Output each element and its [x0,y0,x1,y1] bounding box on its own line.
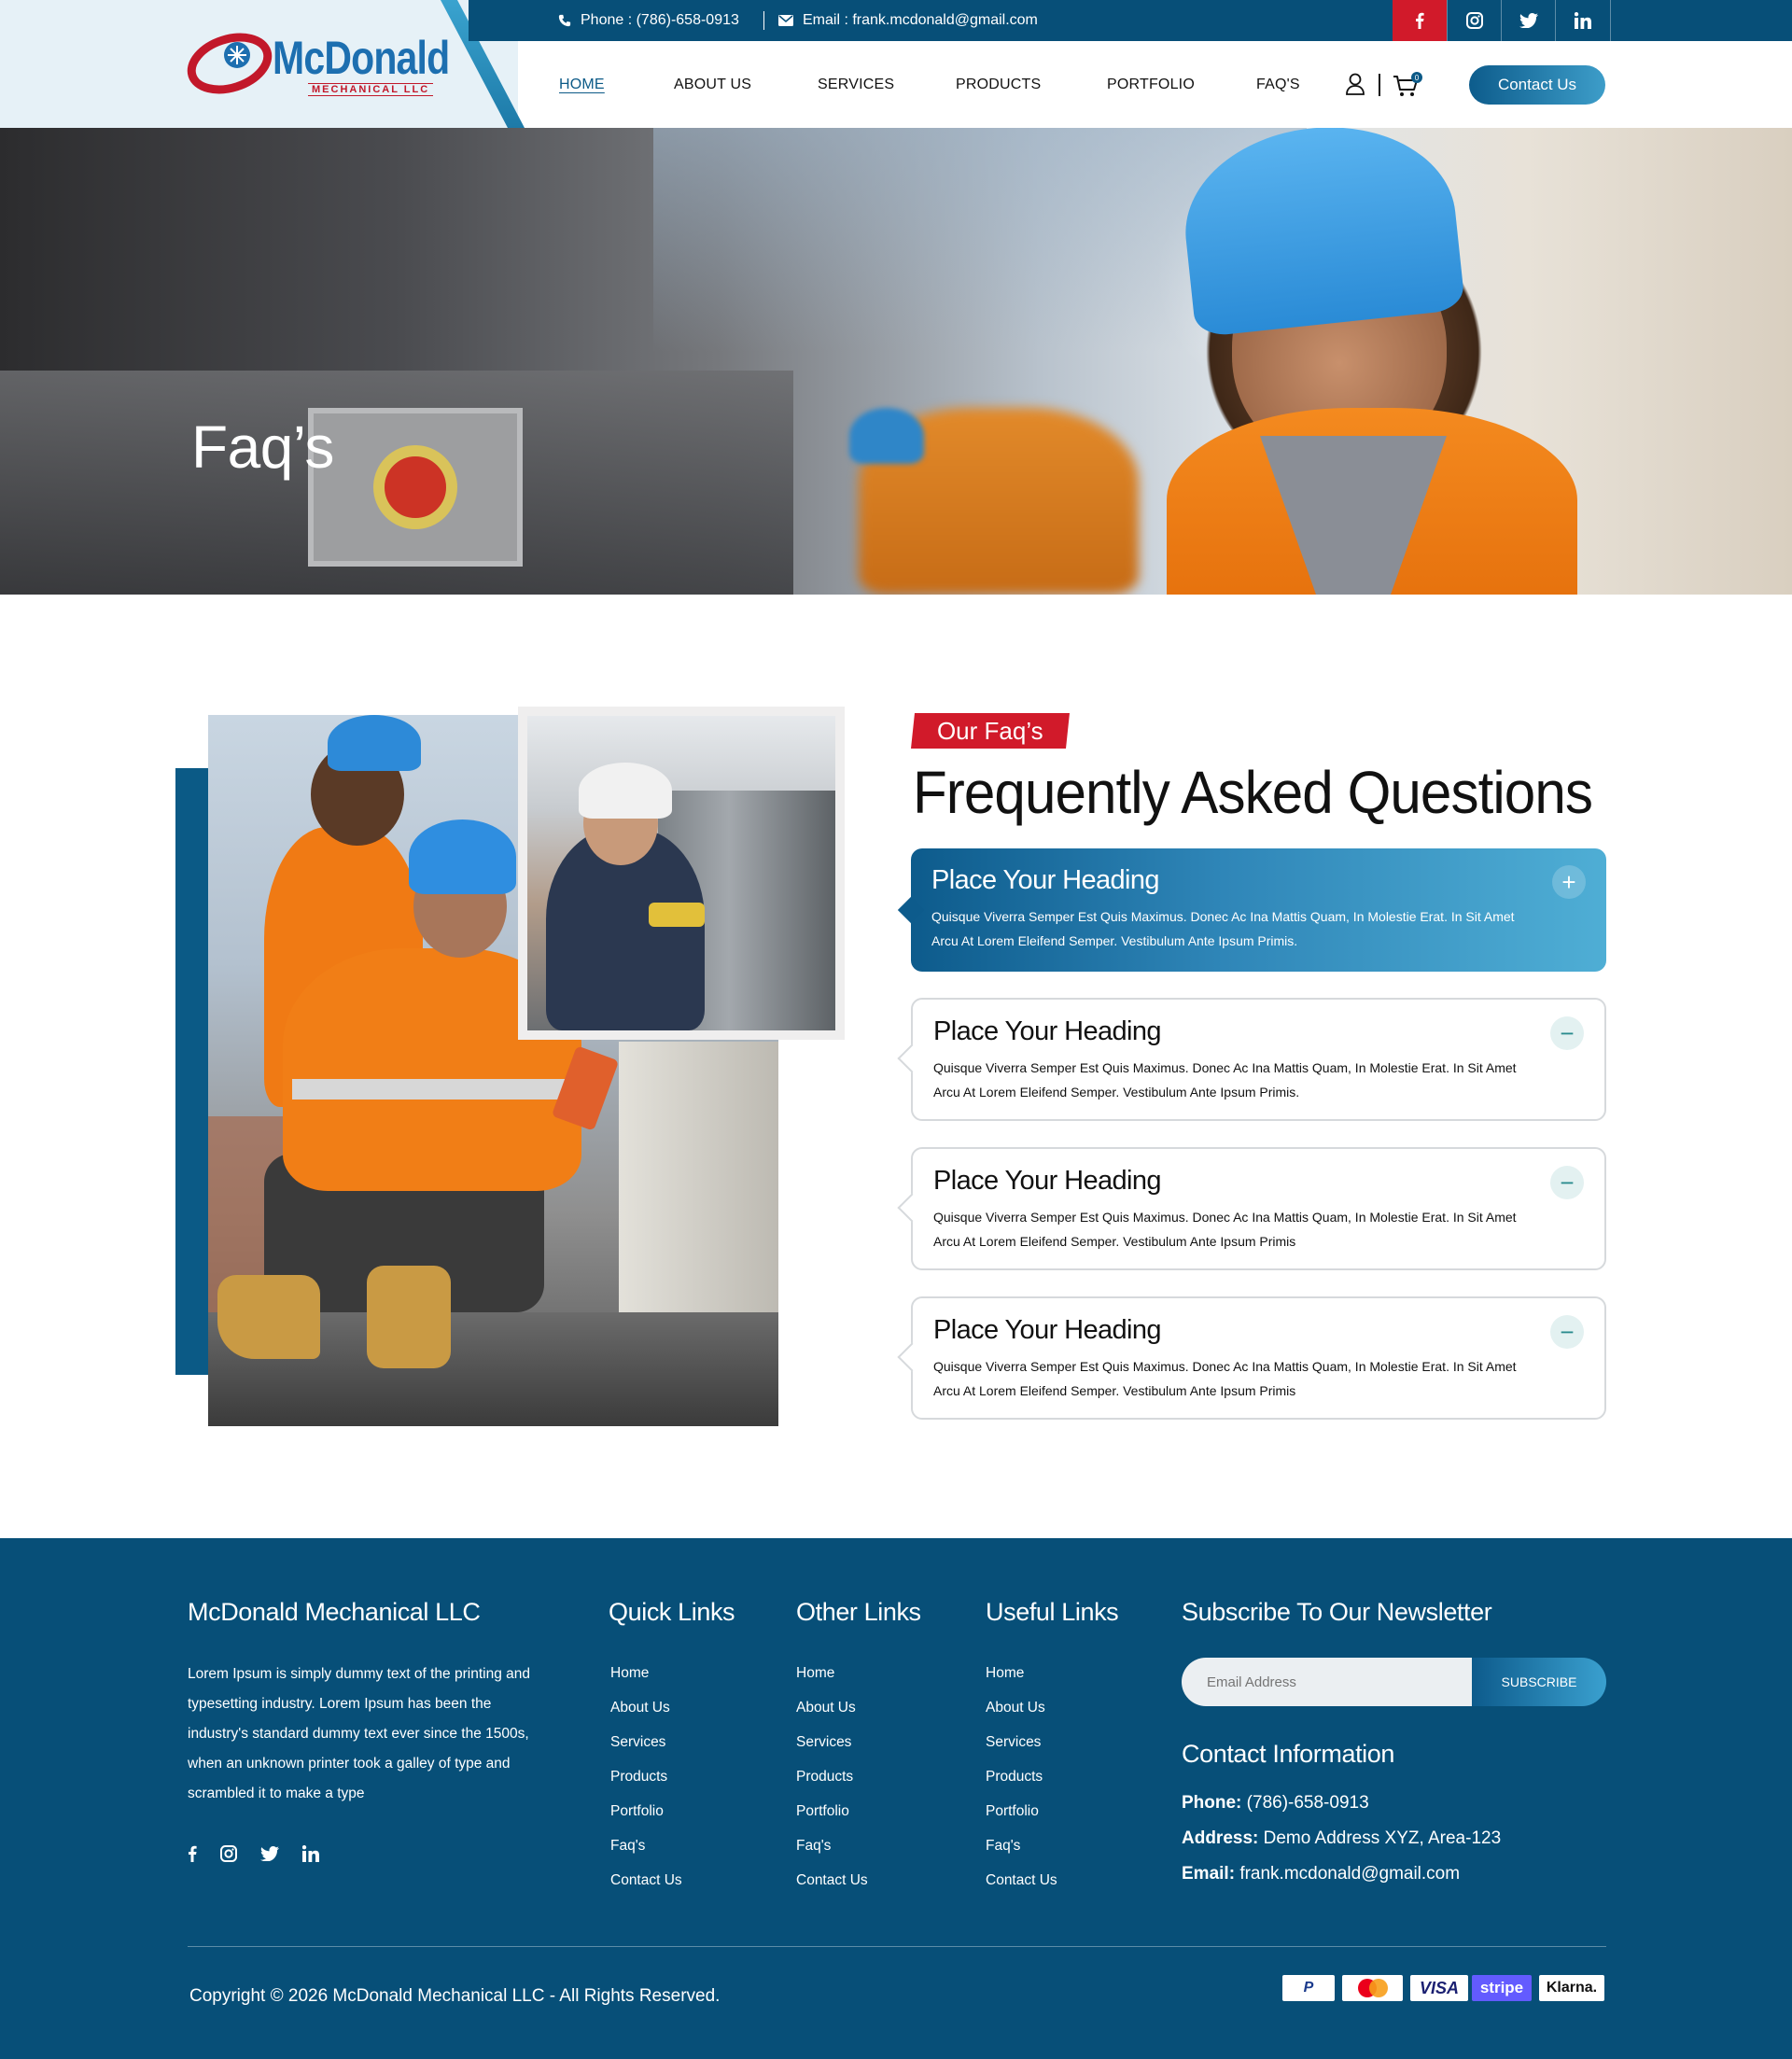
phone-icon [558,14,571,27]
hero-banner [0,128,1792,595]
faq-answer: Quisque Viverra Semper Est Quis Maximus. Donec Ac Ina Mattis Quam, In Molestie Erat. In Sit Amet Arcu At Lorem Eleifend Semper. Vestibulum Ante Ipsum Primis [933,1210,1517,1249]
footer-link[interactable]: Faq's [796,1838,832,1854]
faq-item[interactable] [911,1296,1606,1420]
copyright-text: Copyright © 2026 McDonald Mechanical LLC - All Rights Reserved. [189,1986,721,2006]
footer-link[interactable]: About Us [796,1700,856,1716]
paypal-icon: P [1282,1975,1335,2001]
newsletter-email-input[interactable] [1182,1658,1472,1706]
page-title: Faq’s [191,413,334,481]
nav-products[interactable]: PRODUCTS [956,77,1042,92]
topbar-separator [763,11,764,30]
footer-facebook-link[interactable] [185,1842,200,1865]
contact-address-label: Address: [1182,1828,1259,1848]
logo-tagline: MECHANICAL LLC [308,83,433,96]
photo-boot [367,1266,451,1368]
contact-email-value[interactable]: frank.mcdonald@gmail.com [1239,1864,1461,1884]
linkedin-icon [302,1845,319,1862]
footer-link[interactable]: Services [796,1734,852,1750]
footer-link[interactable]: Products [610,1769,668,1785]
site-footer [0,1538,1792,2059]
footer-link[interactable]: Contact Us [986,1872,1057,1888]
faq-question[interactable]: Place Your Heading [933,1315,1161,1345]
footer-link[interactable]: Products [986,1769,1043,1785]
footer-link[interactable]: Contact Us [610,1872,682,1888]
nav-home[interactable]: HOME [559,77,605,92]
facebook-link[interactable] [1393,0,1447,41]
hero-image-background-helmet [849,408,924,464]
plus-icon[interactable]: + [1552,865,1586,899]
footer-link[interactable]: About Us [986,1700,1045,1716]
footer-link[interactable]: Portfolio [796,1803,849,1819]
other-links-list [796,1660,868,1901]
instagram-icon [1466,12,1483,29]
facebook-icon [1415,12,1424,29]
footer-link[interactable]: Home [610,1665,650,1681]
useful-links-list [986,1660,1057,1901]
section-tag-label: Our Faq’s [937,716,1043,745]
nav-divider [1379,74,1380,96]
contact-phone [1182,1793,1369,1814]
footer-link[interactable]: Contact Us [796,1872,868,1888]
footer-link[interactable]: Faq's [986,1838,1021,1854]
contact-phone-value[interactable]: (786)-658-0913 [1246,1793,1369,1813]
nav-portfolio[interactable]: PORTFOLIO [1107,77,1195,92]
footer-instagram-link[interactable] [218,1842,239,1865]
subscribe-button[interactable]: SUBSCRIBE [1472,1658,1606,1706]
instagram-icon [220,1845,237,1862]
nav-services[interactable]: SERVICES [818,77,895,92]
company-logo[interactable] [187,31,450,96]
minus-icon[interactable]: − [1550,1016,1584,1050]
footer-link[interactable]: Services [610,1734,666,1750]
mastercard-logo [1355,1978,1391,1998]
contact-us-button[interactable]: Contact Us [1469,65,1605,105]
contact-address-value: Demo Address XYZ, Area-123 [1263,1828,1502,1848]
phone-text: Phone : (786)-658-0913 [581,12,739,28]
nav-about-us[interactable]: ABOUT US [674,77,752,92]
footer-link[interactable]: Faq's [610,1838,646,1854]
hvac-photo-image [527,716,835,1030]
nav-faqs[interactable]: FAQ'S [1256,77,1300,92]
footer-company-title: McDonald Mechanical LLC [188,1598,481,1626]
top-bar [469,0,1792,41]
hvac-technician-photo [518,707,845,1040]
twitter-link[interactable] [1501,0,1555,41]
newsletter-title: Subscribe To Our Newsletter [1182,1598,1492,1626]
klarna-icon: Klarna. [1539,1975,1604,2001]
quick-links-list [610,1660,682,1901]
contact-phone-label: Phone: [1182,1793,1242,1813]
newsletter-form [1182,1658,1606,1706]
photo-boot [217,1275,320,1359]
faq-item[interactable] [911,1147,1606,1270]
section-title: Frequently Asked Questions [913,759,1592,826]
photo-accent-bar [175,768,209,1375]
phone-info[interactable] [558,0,739,41]
section-tag [911,713,1070,749]
footer-link[interactable]: Portfolio [986,1803,1039,1819]
photo-technician-helmet [409,819,516,894]
useful-links-title: Useful Links [986,1598,1119,1626]
user-account-icon[interactable] [1346,73,1365,95]
mail-icon [778,15,793,26]
photo-hard-hat [579,763,672,819]
contact-info-title: Contact Information [1182,1740,1395,1768]
stripe-icon: stripe [1472,1975,1532,2001]
logo-wordmark: McDonald [273,32,450,84]
other-links-title: Other Links [796,1598,921,1626]
mastercard-icon [1342,1975,1403,2001]
visa-icon: VISA [1410,1975,1468,2001]
footer-divider [188,1946,1606,1947]
faq-question[interactable]: Place Your Heading [933,1166,1161,1196]
linkedin-icon [1575,12,1591,29]
footer-linkedin-link[interactable] [301,1842,321,1865]
linkedin-link[interactable] [1555,0,1611,41]
email-text: Email : frank.mcdonald@gmail.com [803,12,1038,28]
email-info[interactable] [778,0,1038,41]
cart-count-badge: 0 [1411,72,1422,83]
faq-answer: Quisque Viverra Semper Est Quis Maximus. Donec Ac Ina Mattis Quam, In Molestie Erat. In Sit Amet Arcu At Lorem Eleifend Semper. Vestibulum Ante Ipsum Primis. [933,1060,1517,1100]
hero-image-switch-knob [373,445,457,529]
faq-question[interactable]: Place Your Heading [933,1016,1161,1046]
facebook-icon [188,1845,197,1862]
twitter-icon [1519,13,1538,28]
minus-icon[interactable]: − [1550,1166,1584,1199]
footer-twitter-link[interactable] [259,1842,281,1865]
photo-reflective-stripe [292,1079,572,1100]
contact-email-label: Email: [1182,1864,1236,1884]
logo-swoosh-icon [187,33,273,94]
faq-question[interactable]: Place Your Heading [931,865,1159,895]
minus-icon[interactable]: − [1550,1315,1584,1349]
photo-worker-helmet [328,715,421,771]
footer-link[interactable]: Home [986,1665,1025,1681]
twitter-icon [260,1846,279,1861]
footer-link[interactable]: Services [986,1734,1042,1750]
footer-link[interactable]: About Us [610,1700,670,1716]
footer-about-text: Lorem Ipsum is simply dummy text of the printing and typesetting industry. Lorem Ipsum has been the industry's standard dummy text ever since the 1500s, when an unknown printer took a galley of type and scrambled it to make a type [188,1666,530,1801]
contact-address [1182,1828,1501,1849]
photo-tool [649,903,705,927]
footer-link[interactable]: Products [796,1769,854,1785]
footer-link[interactable]: Home [796,1665,835,1681]
faq-item[interactable] [911,848,1606,972]
faq-item[interactable] [911,998,1606,1121]
faq-answer: Quisque Viverra Semper Est Quis Maximus. Donec Ac Ina Mattis Quam, In Molestie Erat. In Sit Amet Arcu At Lorem Eleifend Semper. Vestibulum Ante Ipsum Primis. [931,909,1515,948]
instagram-link[interactable] [1447,0,1501,41]
faq-answer: Quisque Viverra Semper Est Quis Maximus. Donec Ac Ina Mattis Quam, In Molestie Erat. In Sit Amet Arcu At Lorem Eleifend Semper. Vestibulum Ante Ipsum Primis [933,1359,1517,1398]
footer-link[interactable]: Portfolio [610,1803,664,1819]
contact-email [1182,1864,1460,1884]
quick-links-title: Quick Links [609,1598,735,1626]
